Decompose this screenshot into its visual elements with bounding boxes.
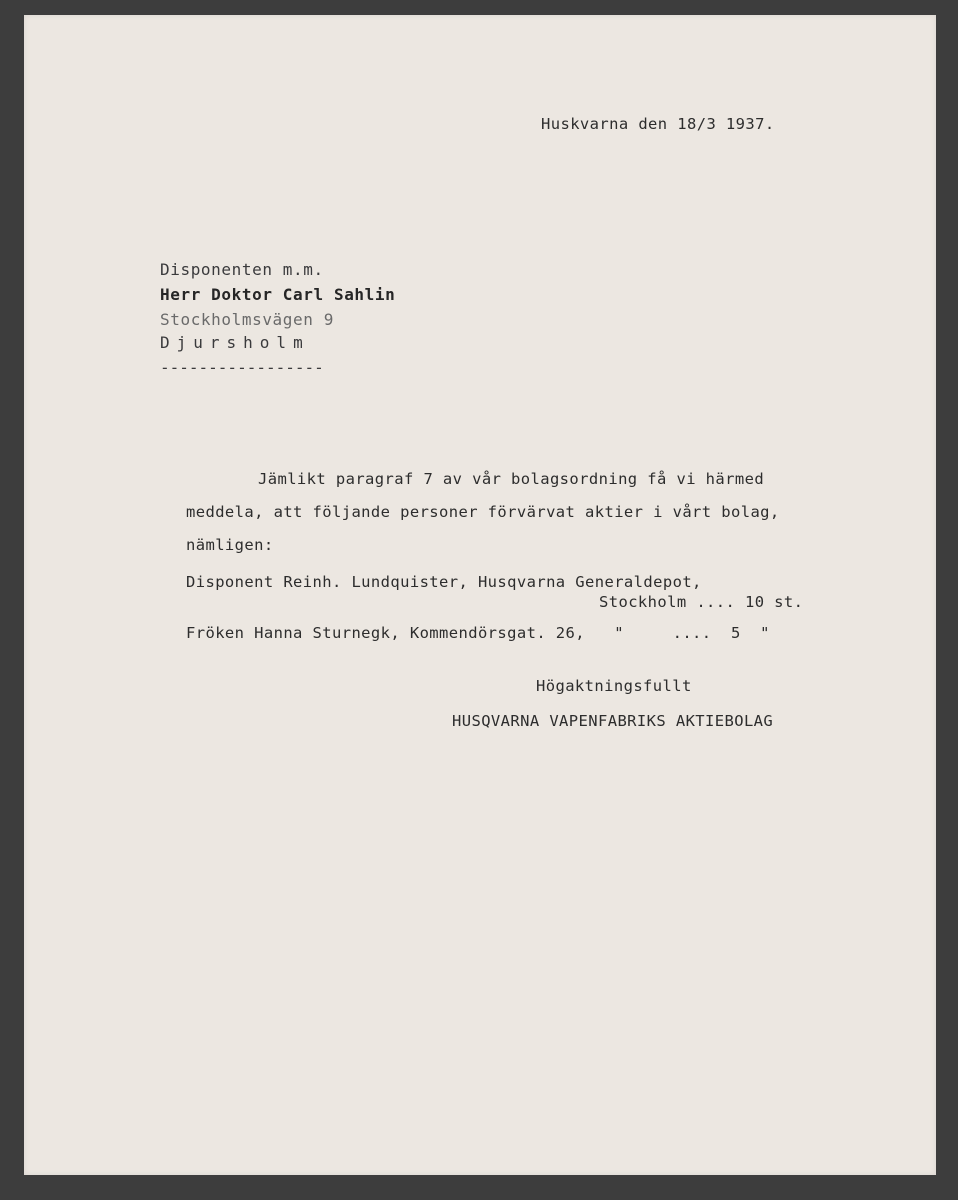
body-line-3: nämligen: [186, 536, 274, 554]
address-line-4: Djursholm [160, 333, 310, 352]
signature-company: HUSQVARNA VAPENFABRIKS AKTIEBOLAG [452, 712, 774, 730]
entry-2-line-1: Fröken Hanna Sturnegk, Kommendörsgat. 26, " .... 5 " [186, 624, 770, 642]
body-line-1: Jämlikt paragraf 7 av vår bolagsordning få vi härmed [258, 470, 765, 488]
closing: Högaktningsfullt [536, 677, 692, 695]
date-line: Huskvarna den 18/3 1937. [541, 115, 775, 133]
address-underline: ----------------- [160, 358, 324, 377]
body-line-2: meddela, att följande personer förvärvat aktier i vårt bolag, [186, 503, 780, 521]
entry-1-line-2: Stockholm .... 10 st. [599, 593, 804, 611]
address-line-1: Disponenten m.m. [160, 260, 324, 279]
letter-sheet [24, 15, 936, 1175]
address-line-3: Stockholmsvägen 9 [160, 310, 334, 329]
address-line-2: Herr Doktor Carl Sahlin [160, 285, 396, 304]
entry-1-line-1: Disponent Reinh. Lundquister, Husqvarna Generaldepot, [186, 573, 702, 591]
